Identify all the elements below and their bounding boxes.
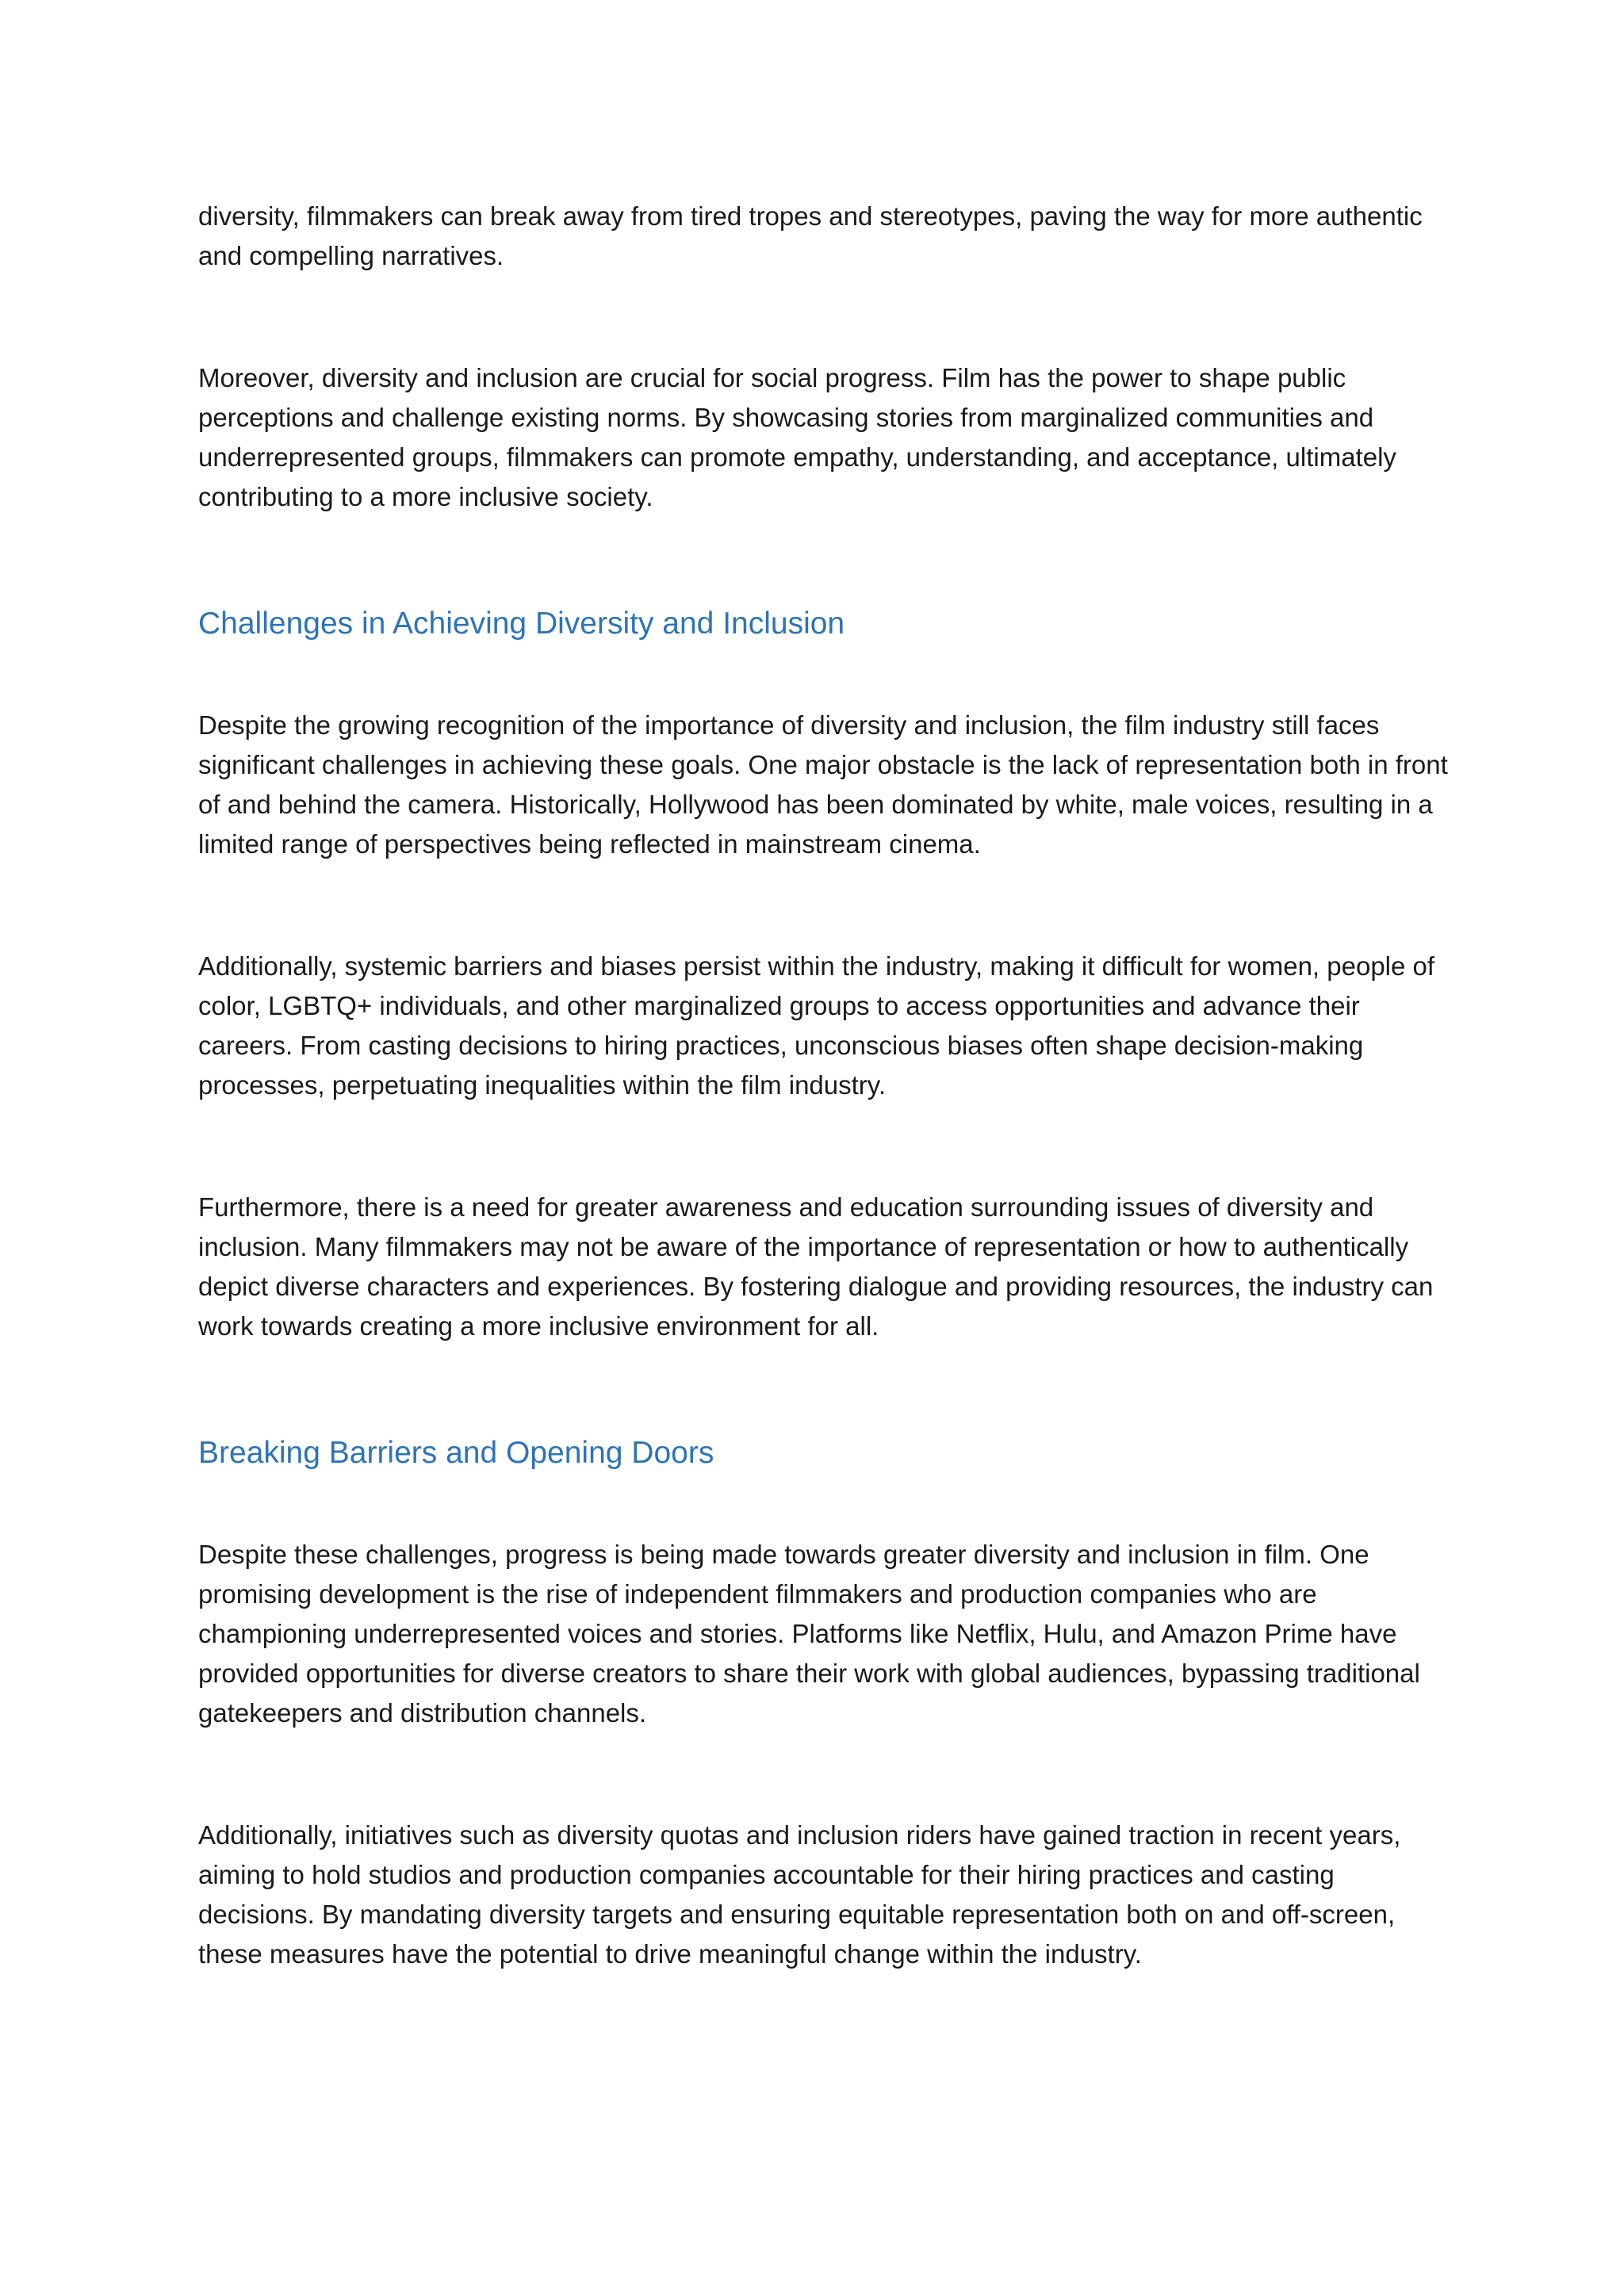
breaking-barriers-heading: Breaking Barriers and Opening Doors: [198, 1436, 714, 1470]
paragraph-spacer: [198, 864, 1451, 947]
breaking-barriers-paragraph-2: Additionally, initiatives such as diversity quotas and inclusion riders have gained traction in recent years, aiming to hold studios and production companies accountable for their hiring practices and casting decisions. By mandating diversity targets and ensuring equitable representation both on and off-screen, these measures have the potential to drive meaningful change within the industry.: [198, 1820, 1401, 1969]
paragraph-spacer: [198, 1105, 1451, 1188]
heading-spacer: [198, 644, 1451, 706]
social-progress-paragraph: Moreover, diversity and inclusion are crucial for social progress. Film has the power to shape public perceptions and challenge existing norms. By showcasing stories from marginalized communities and underrepresented groups, filmmakers can promote empathy, understanding, and acceptance, ultimately contributing to a more inclusive society.: [198, 363, 1396, 511]
challenges-heading: Challenges in Achieving Diversity and Inclusion: [198, 607, 845, 641]
section-spacer: [198, 1346, 1451, 1433]
paragraph-spacer: [198, 276, 1451, 358]
document-body: [198, 197, 1451, 1974]
intro-paragraph: diversity, filmmakers can break away from tired tropes and stereotypes, paving the way for more authentic and compelling narratives.: [198, 201, 1423, 270]
heading-spacer: [198, 1473, 1451, 1535]
paragraph-spacer: [198, 1733, 1451, 1816]
challenges-paragraph-3: Furthermore, there is a need for greater awareness and education surrounding issues of diversity and inclusion. Many filmmakers may not be aware of the importance of representation or how to authentically depict diverse characters and experiences. By fostering dialogue and providing resources, the industry can work towards creating a more inclusive environment for all.: [198, 1192, 1434, 1341]
section-spacer: [198, 517, 1451, 604]
breaking-barriers-paragraph-1: Despite these challenges, progress is being made towards greater diversity and inclusion in film. One promising development is the rise of independent filmmakers and production companies who are championing underrepresented voices and stories. Platforms like Netflix, Hulu, and Amazon Prime have provided opportunities for diverse creators to share their work with global audiences, bypassing traditional gatekeepers and distribution channels.: [198, 1540, 1420, 1728]
challenges-paragraph-2: Additionally, systemic barriers and biases persist within the industry, making it difficult for women, people of color, LGBTQ+ individuals, and other marginalized groups to access opportunities and advance their careers. From casting decisions to hiring practices, unconscious biases often shape decision-making processes, perpetuating inequalities within the film industry.: [198, 951, 1435, 1100]
challenges-paragraph-1: Despite the growing recognition of the importance of diversity and inclusion, the film industry still faces significant challenges in achieving these goals. One major obstacle is the lack of representation both in front of and behind the camera. Historically, Hollywood has been dominated by white, male voices, resulting in a limited range of perspectives being reflected in mainstream cinema.: [198, 710, 1448, 859]
